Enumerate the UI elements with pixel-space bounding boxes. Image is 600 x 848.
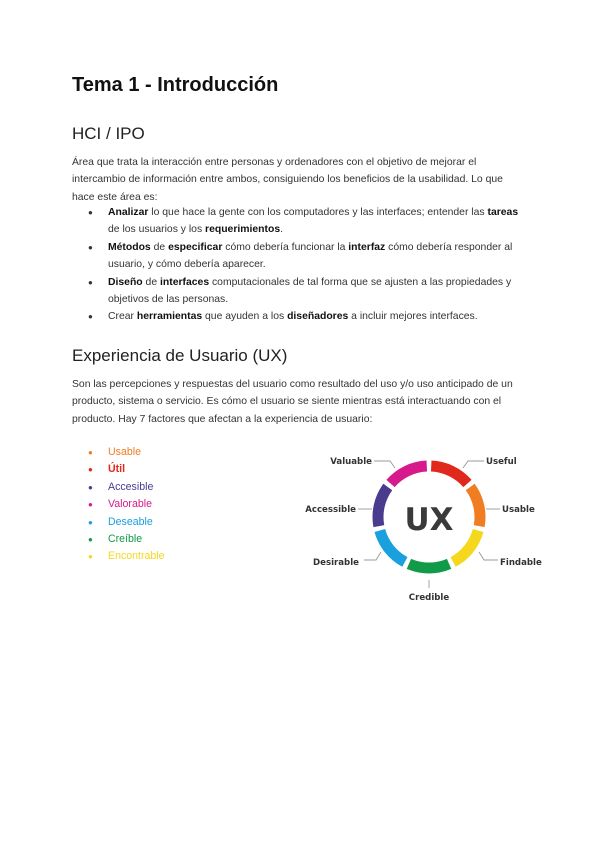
ring-segment-accessible xyxy=(378,487,388,526)
label-valuable: Valuable xyxy=(330,457,372,467)
ring-segment-usable xyxy=(470,487,480,526)
label-credible: Credible xyxy=(408,593,450,603)
ring-segment-useful xyxy=(431,466,467,483)
ring-segment-valuable xyxy=(391,466,427,483)
factor-item-valorable: ● Valorable xyxy=(72,496,165,513)
ux-intro-paragraph: Son las percepciones y respuestas del usuario como resultado del uso y/o uso anticipado de un producto, sistema o servicio. Es cómo el usuario se siente mientras está interactuando con el producto. Hay 7 factores que afectan a la experiencia de usuario: xyxy=(72,379,513,425)
bullet-dot-icon: ● xyxy=(88,552,93,562)
factor-item-creible: ● Creíble xyxy=(72,531,165,548)
bullet-dot-icon: ● xyxy=(88,517,93,527)
factor-item-accesible: ● Accesible xyxy=(72,479,165,496)
list-item: ● Métodos de especificar cómo debería funcionar la interfaz cómo debería responder al usuario, y cómo debería aparecer. xyxy=(72,239,528,274)
section-heading-hci: HCI / IPO xyxy=(72,124,145,143)
page-title: Tema 1 - Introducción xyxy=(72,74,279,96)
bullet-dot-icon: ● xyxy=(88,482,93,492)
bullet-dot-icon: ● xyxy=(88,535,93,545)
bullet-dot-icon: ● xyxy=(88,465,93,475)
ux-wheel-diagram xyxy=(304,448,560,608)
leader-line-findable xyxy=(479,552,498,560)
list-item: ● Analizar lo que hace la gente con los computadores y las interfaces; entender las tareas de los usuarios y los requerimientos. xyxy=(72,204,528,239)
list-item: ● Crear herramientas que ayuden a los diseñadores a incluir mejores interfaces. xyxy=(72,308,528,325)
section-heading-ux: Experiencia de Usuario (UX) xyxy=(72,346,288,365)
label-useful: Useful xyxy=(486,457,517,467)
leader-line-desirable xyxy=(364,552,381,560)
hci-bullet-list xyxy=(72,204,528,326)
factor-item-util: ● Útil xyxy=(72,461,165,478)
factor-item-deseable: ● Deseable xyxy=(72,514,165,531)
leader-line-useful xyxy=(463,461,484,468)
label-usable: Usable xyxy=(502,505,535,515)
factor-item-usable: ● Usable xyxy=(72,444,165,461)
label-desirable: Desirable xyxy=(313,558,359,568)
label-accessible: Accessible xyxy=(305,505,356,515)
ring-segment-credible xyxy=(409,564,449,568)
ux-factor-list xyxy=(72,444,165,566)
label-findable: Findable xyxy=(500,558,542,568)
bullet-dot-icon: ● xyxy=(88,500,93,510)
list-item: ● Diseño de interfaces computacionales de tal forma que se ajusten a las propiedades y objetivos de las personas. xyxy=(72,274,528,309)
ring-segment-desirable xyxy=(380,531,405,562)
leader-line-valuable xyxy=(374,461,395,468)
factor-item-encontrable: ● Encontrable xyxy=(72,548,165,565)
bullet-dot-icon: ● xyxy=(88,448,93,457)
hci-intro-paragraph: Área que trata la interacción entre personas y ordenadores con el objetivo de mejorar el intercambio de información entre ambos, consiguiendo los beneficios de la usabilidad. Lo que hace este área es: xyxy=(72,157,503,203)
ring-segment-findable xyxy=(453,531,478,562)
ux-center-label: UX xyxy=(404,502,454,538)
